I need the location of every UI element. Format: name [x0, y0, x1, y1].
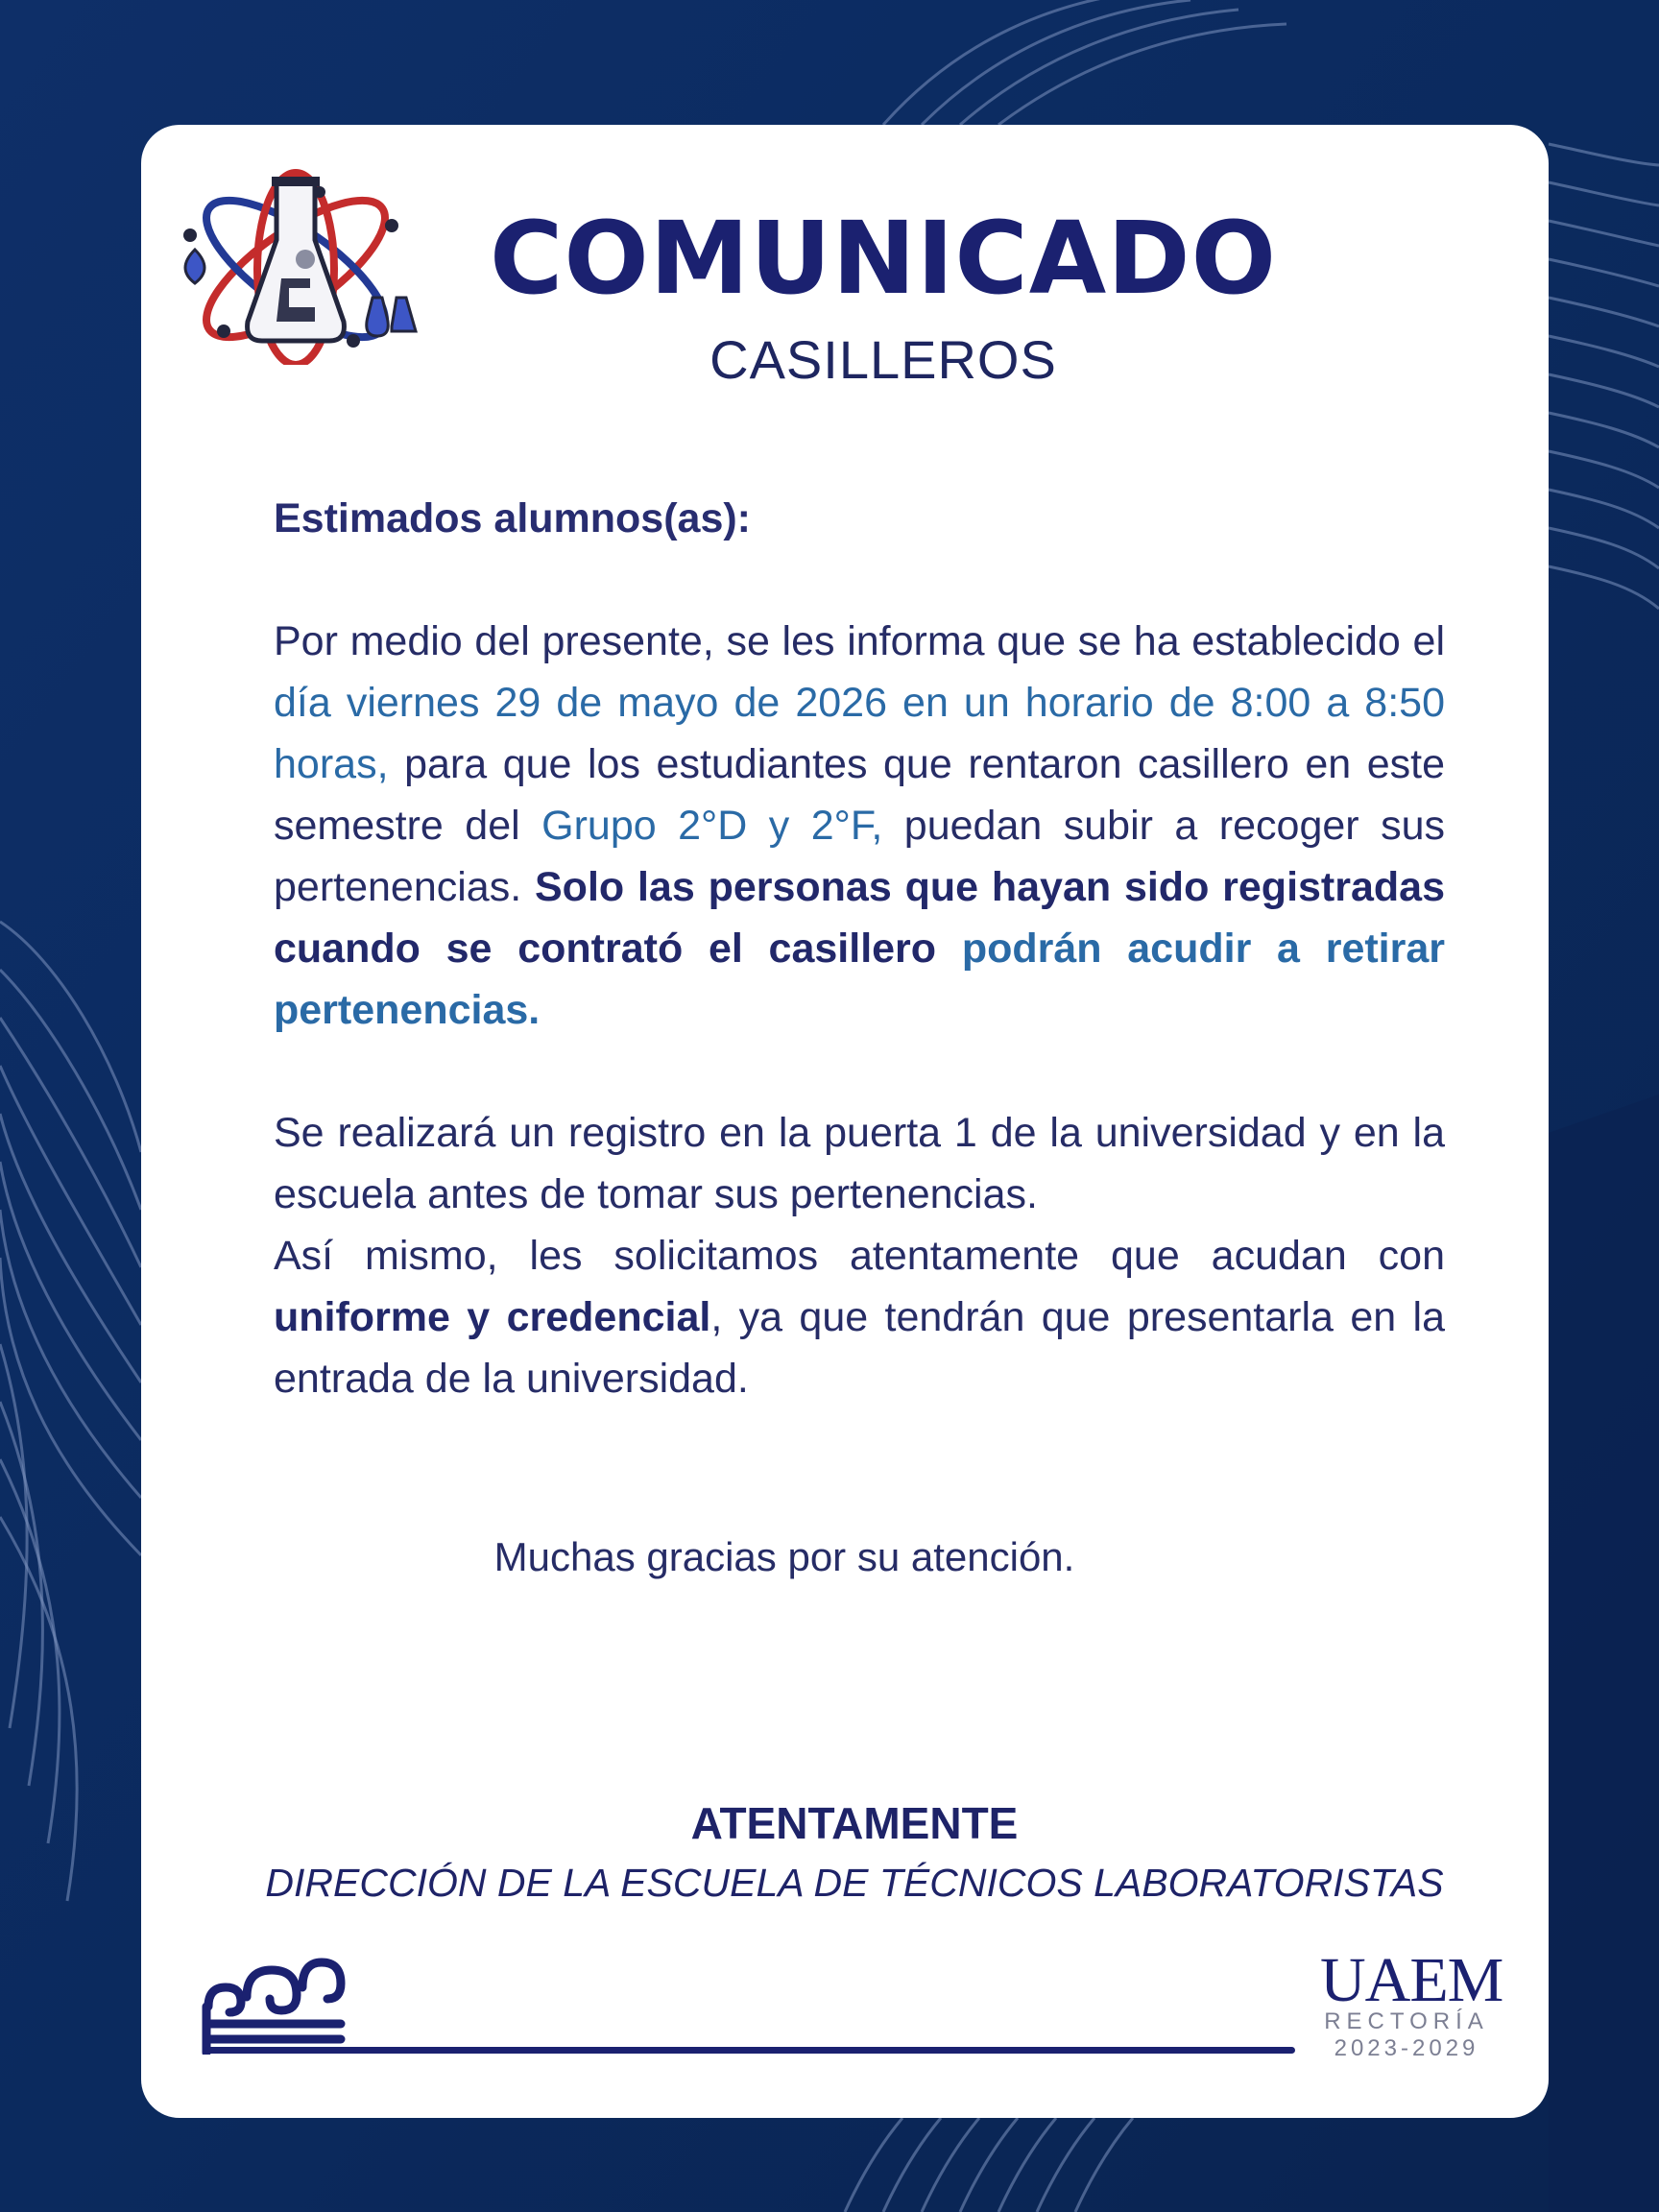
thanks-text: Muchas gracias por su atención. [493, 1534, 1075, 1579]
text-segment: , ya que tendrán que presentarla en la entrada de la universidad. [274, 1294, 1445, 1402]
text-segment: para que los estudiantes que rentaron casillero en este semestre del [274, 741, 1445, 849]
text-segment [936, 926, 962, 972]
uniform-highlight: uniforme y credencial [274, 1294, 711, 1340]
pickup-highlight: podrán acudir a retirar pertenencias. [274, 926, 1446, 1033]
text-segment: Por medio del presente, se les informa que se ha establecido el [274, 618, 1445, 664]
department-name: DIRECCIÓN DE LA ESCUELA DE TÉCNICOS LABORATORISTAS [265, 1861, 1444, 1905]
wave-glyph-logo [197, 1949, 350, 2055]
paragraph-uniform [274, 1225, 1445, 1409]
page-title: COMUNICADO [490, 200, 1277, 317]
announcement-body [274, 488, 1445, 1409]
date-highlight: día viernes 29 de mayo de 2026 en un horario de 8:00 a 8:50 horas, [274, 680, 1445, 787]
page-subtitle: CASILLEROS [709, 329, 1057, 390]
announcement-card [141, 125, 1549, 2118]
paragraph-schedule [274, 611, 1445, 1041]
group-highlight: Grupo 2°D y 2°F, [541, 803, 883, 849]
footer-divider [204, 2047, 1295, 2054]
paragraph-registry: Se realizará un registro en la puerta 1 de la universidad y en la escuela antes de tomar sus pertenencias. [274, 1110, 1445, 1217]
thanks-line [141, 1534, 1549, 1580]
term-years: 2023-2029 [1334, 2035, 1479, 2061]
closing-word: ATENTAMENTE [690, 1798, 1019, 1848]
text-segment: Así mismo, les solicitamos atentamente que acudan con [274, 1233, 1445, 1279]
rectoria-label: RECTORÍA [1324, 2008, 1489, 2034]
uaem-brand: UAEM [1320, 1945, 1503, 2015]
registered-notice: Solo las personas que hayan sido registradas cuando se contrató el casillero [274, 864, 1445, 972]
text-segment: puedan subir a recoger sus pertenencias. [274, 803, 1445, 910]
greeting: Estimados alumnos(as): [274, 495, 751, 541]
